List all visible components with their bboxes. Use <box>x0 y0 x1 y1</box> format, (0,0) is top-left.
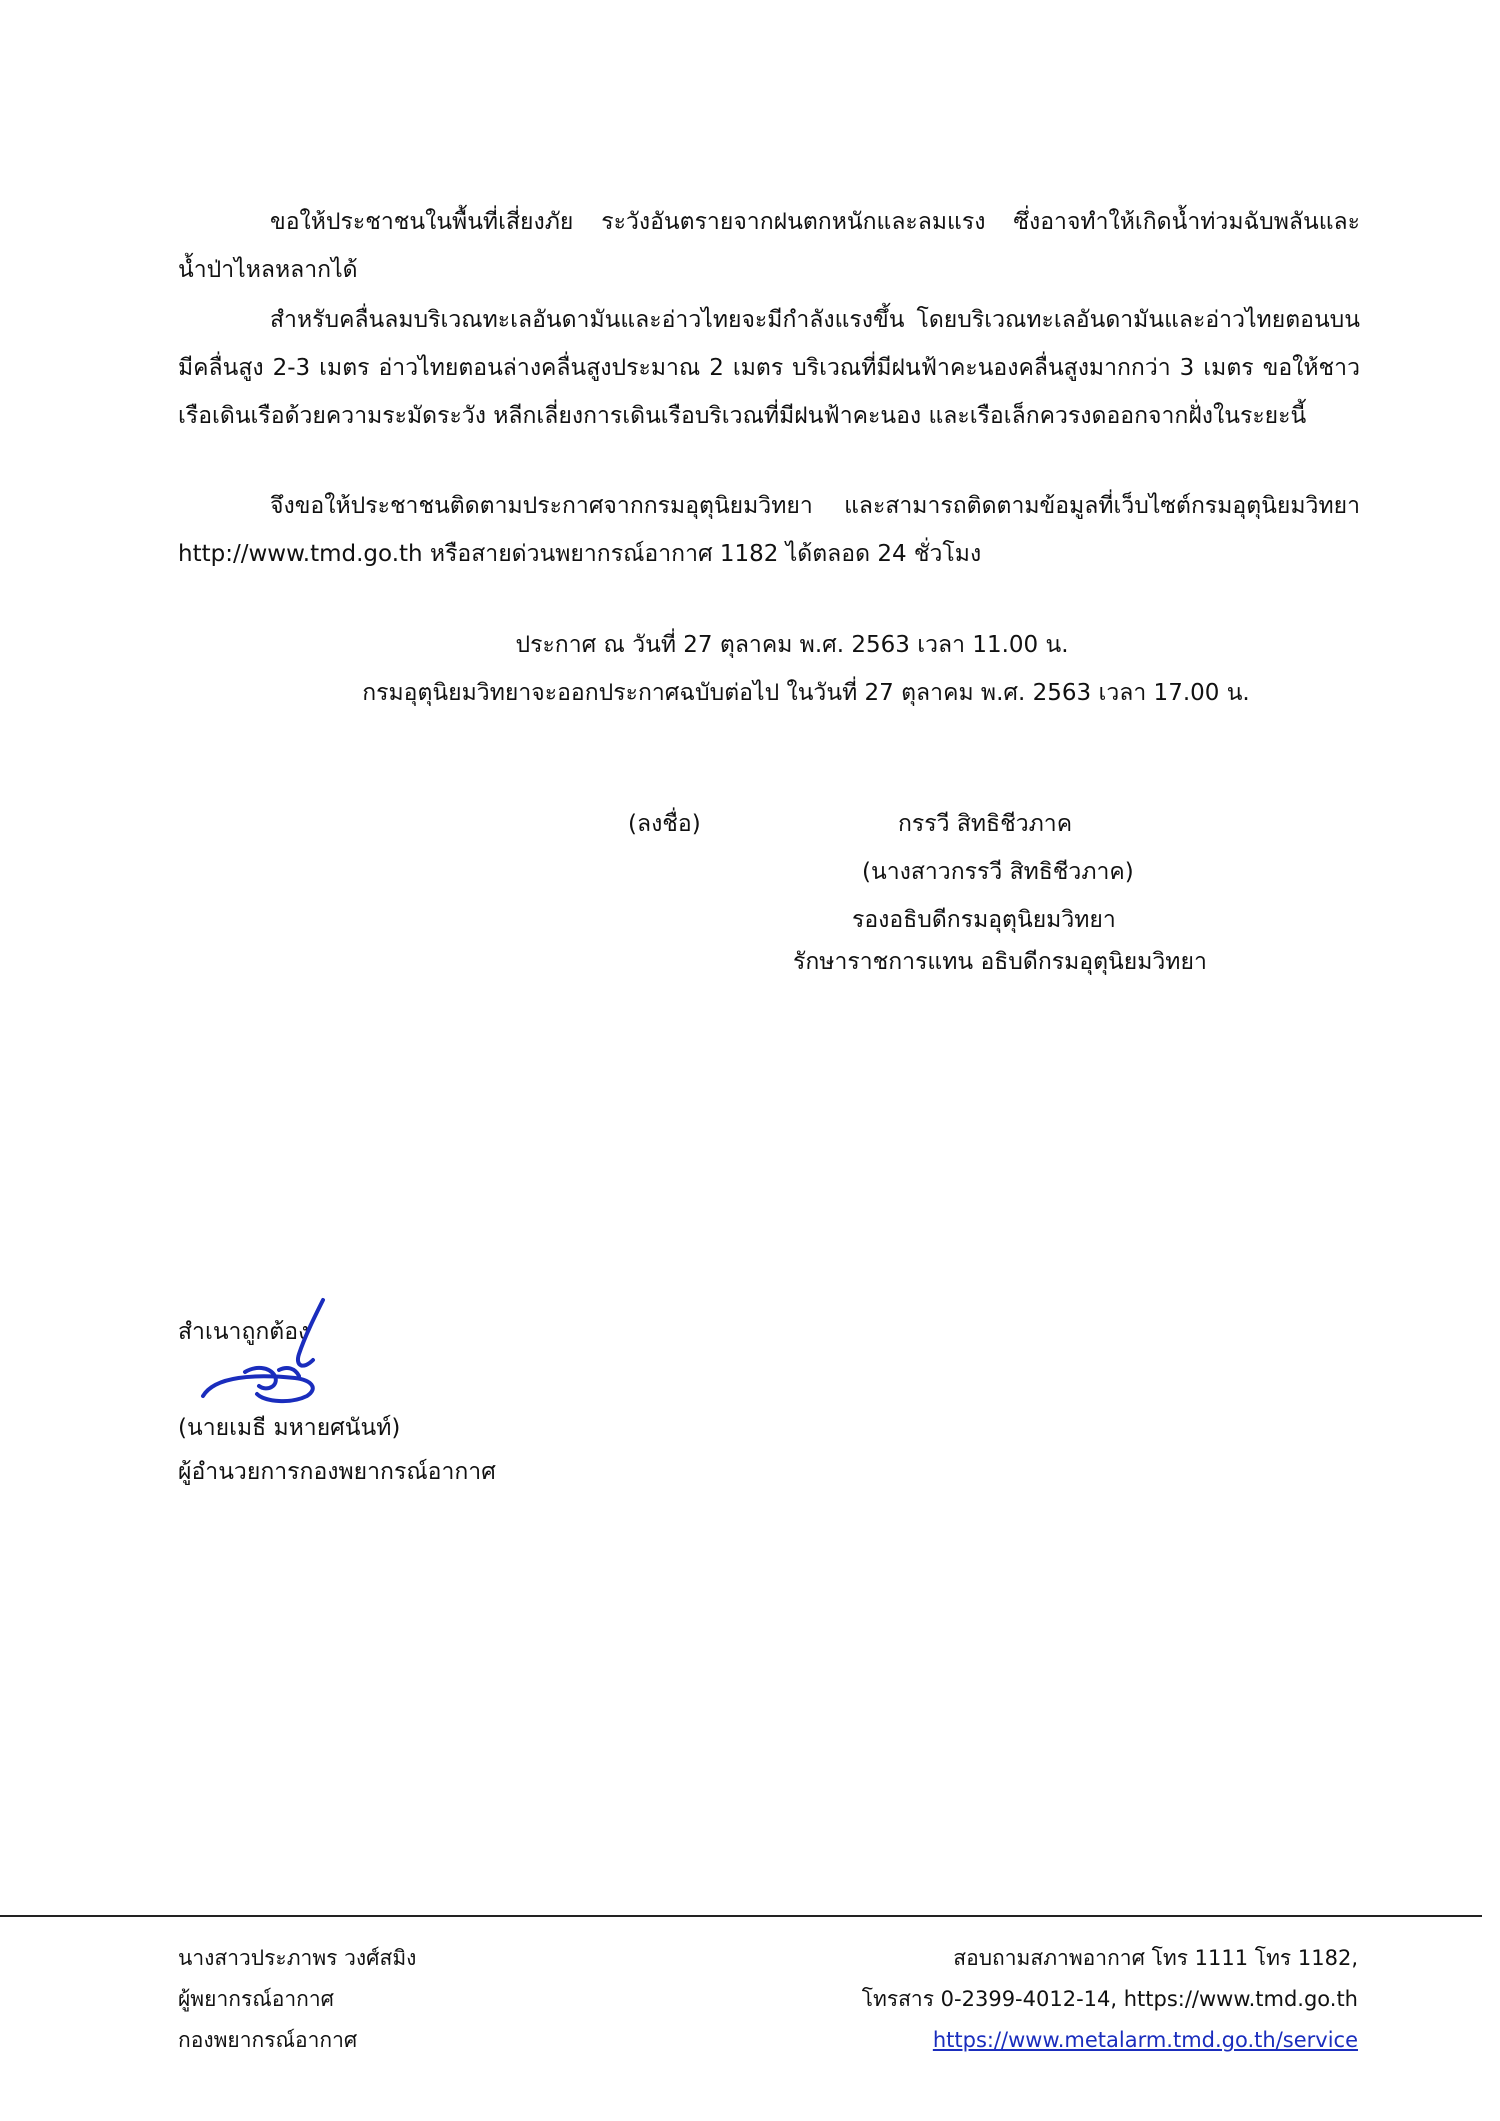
footer-divider <box>0 1915 1482 1917</box>
paragraph-waves: สำหรับคลื่นลมบริเวณทะเลอันดามันและอ่าวไทยจะมีกำลังแรงขึ้น โดยบริเวณทะเลอันดามันและอ่าวไทยตอนบนมีคลื่นสูง 2-3 เมตร อ่าวไทยตอนล่างคลื่นสูงประมาณ 2 เมตร บริเวณที่มีฝนฟ้าคะนองคลื่นสูงมากกว่า 3 เมตร ขอให้ชาวเรือเดินเรือด้วยความระมัดระวัง หลีกเลี่ยงการเดินเรือบริเวณที่มีฝนฟ้าคะนอง และเรือเล็กควรงดออกจากฝั่งในระยะนี้ <box>178 307 1360 429</box>
footer-person-role: ผู้พยากรณ์อากาศ <box>178 1987 334 2011</box>
handwritten-signature <box>195 1296 335 1406</box>
footer-person-name: นางสาวประภาพร วงศ์สมิง <box>178 1946 417 1970</box>
footer-fax-website: โทรสาร 0-2399-4012-14, https://www.tmd.go.th <box>861 1987 1358 2011</box>
signed-name: กรรวี สิทธิชีวภาค <box>898 811 1073 837</box>
certifier-name: (นายเมธี มหายศนันท์) <box>178 1415 401 1441</box>
footer-person-division: กองพยากรณ์อากาศ <box>178 2028 358 2052</box>
paragraph-warning: ขอให้ประชาชนในพื้นที่เสี่ยงภัย ระวังอันตรายจากฝนตกหนักและลมแรง ซึ่งอาจทำให้เกิดน้ำท่วมฉับพลันและน้ำป่าไหลหลากได้ <box>178 209 1360 283</box>
paragraph-follow-up: จึงขอให้ประชาชนติดตามประกาศจากกรมอุตุนิยมวิทยา และสามารถติดตามข้อมูลที่เว็บไซต์กรมอุตุนิยมวิทยา http://www.tmd.go.th หรือสายด่วนพยากรณ์อากาศ 1182 ได้ตลอด 24 ชั่วโมง <box>178 493 1360 567</box>
footer-contact-info <box>862 1938 1358 2061</box>
signed-label: (ลงชื่อ) <box>628 811 701 837</box>
next-announcement: กรมอุตุนิยมวิทยาจะออกประกาศฉบับต่อไป ในวันที่ 27 ตุลาคม พ.ศ. 2563 เวลา 17.00 น. <box>362 680 1250 706</box>
footer-service-link[interactable]: https://www.metalarm.tmd.go.th/service <box>932 2028 1358 2052</box>
certified-copy-label: สำเนาถูกต้อง <box>178 1319 310 1345</box>
issued-date: ประกาศ ณ วันที่ 27 ตุลาคม พ.ศ. 2563 เวลา 11.00 น. <box>515 632 1069 658</box>
signatory-acting-position: รักษาราชการแทน อธิบดีกรมอุตุนิยมวิทยา <box>793 949 1207 975</box>
certifier-position: ผู้อำนวยการกองพยากรณ์อากาศ <box>178 1459 496 1485</box>
footer-phone: สอบถามสภาพอากาศ โทร 1111 โทร 1182, <box>953 1946 1358 1970</box>
signatory-position: รองอธิบดีกรมอุตุนิยมวิทยา <box>852 907 1116 933</box>
footer-contact-person <box>178 1938 416 2061</box>
signatory-full-name: (นางสาวกรรวี สิทธิชีวภาค) <box>862 859 1134 885</box>
